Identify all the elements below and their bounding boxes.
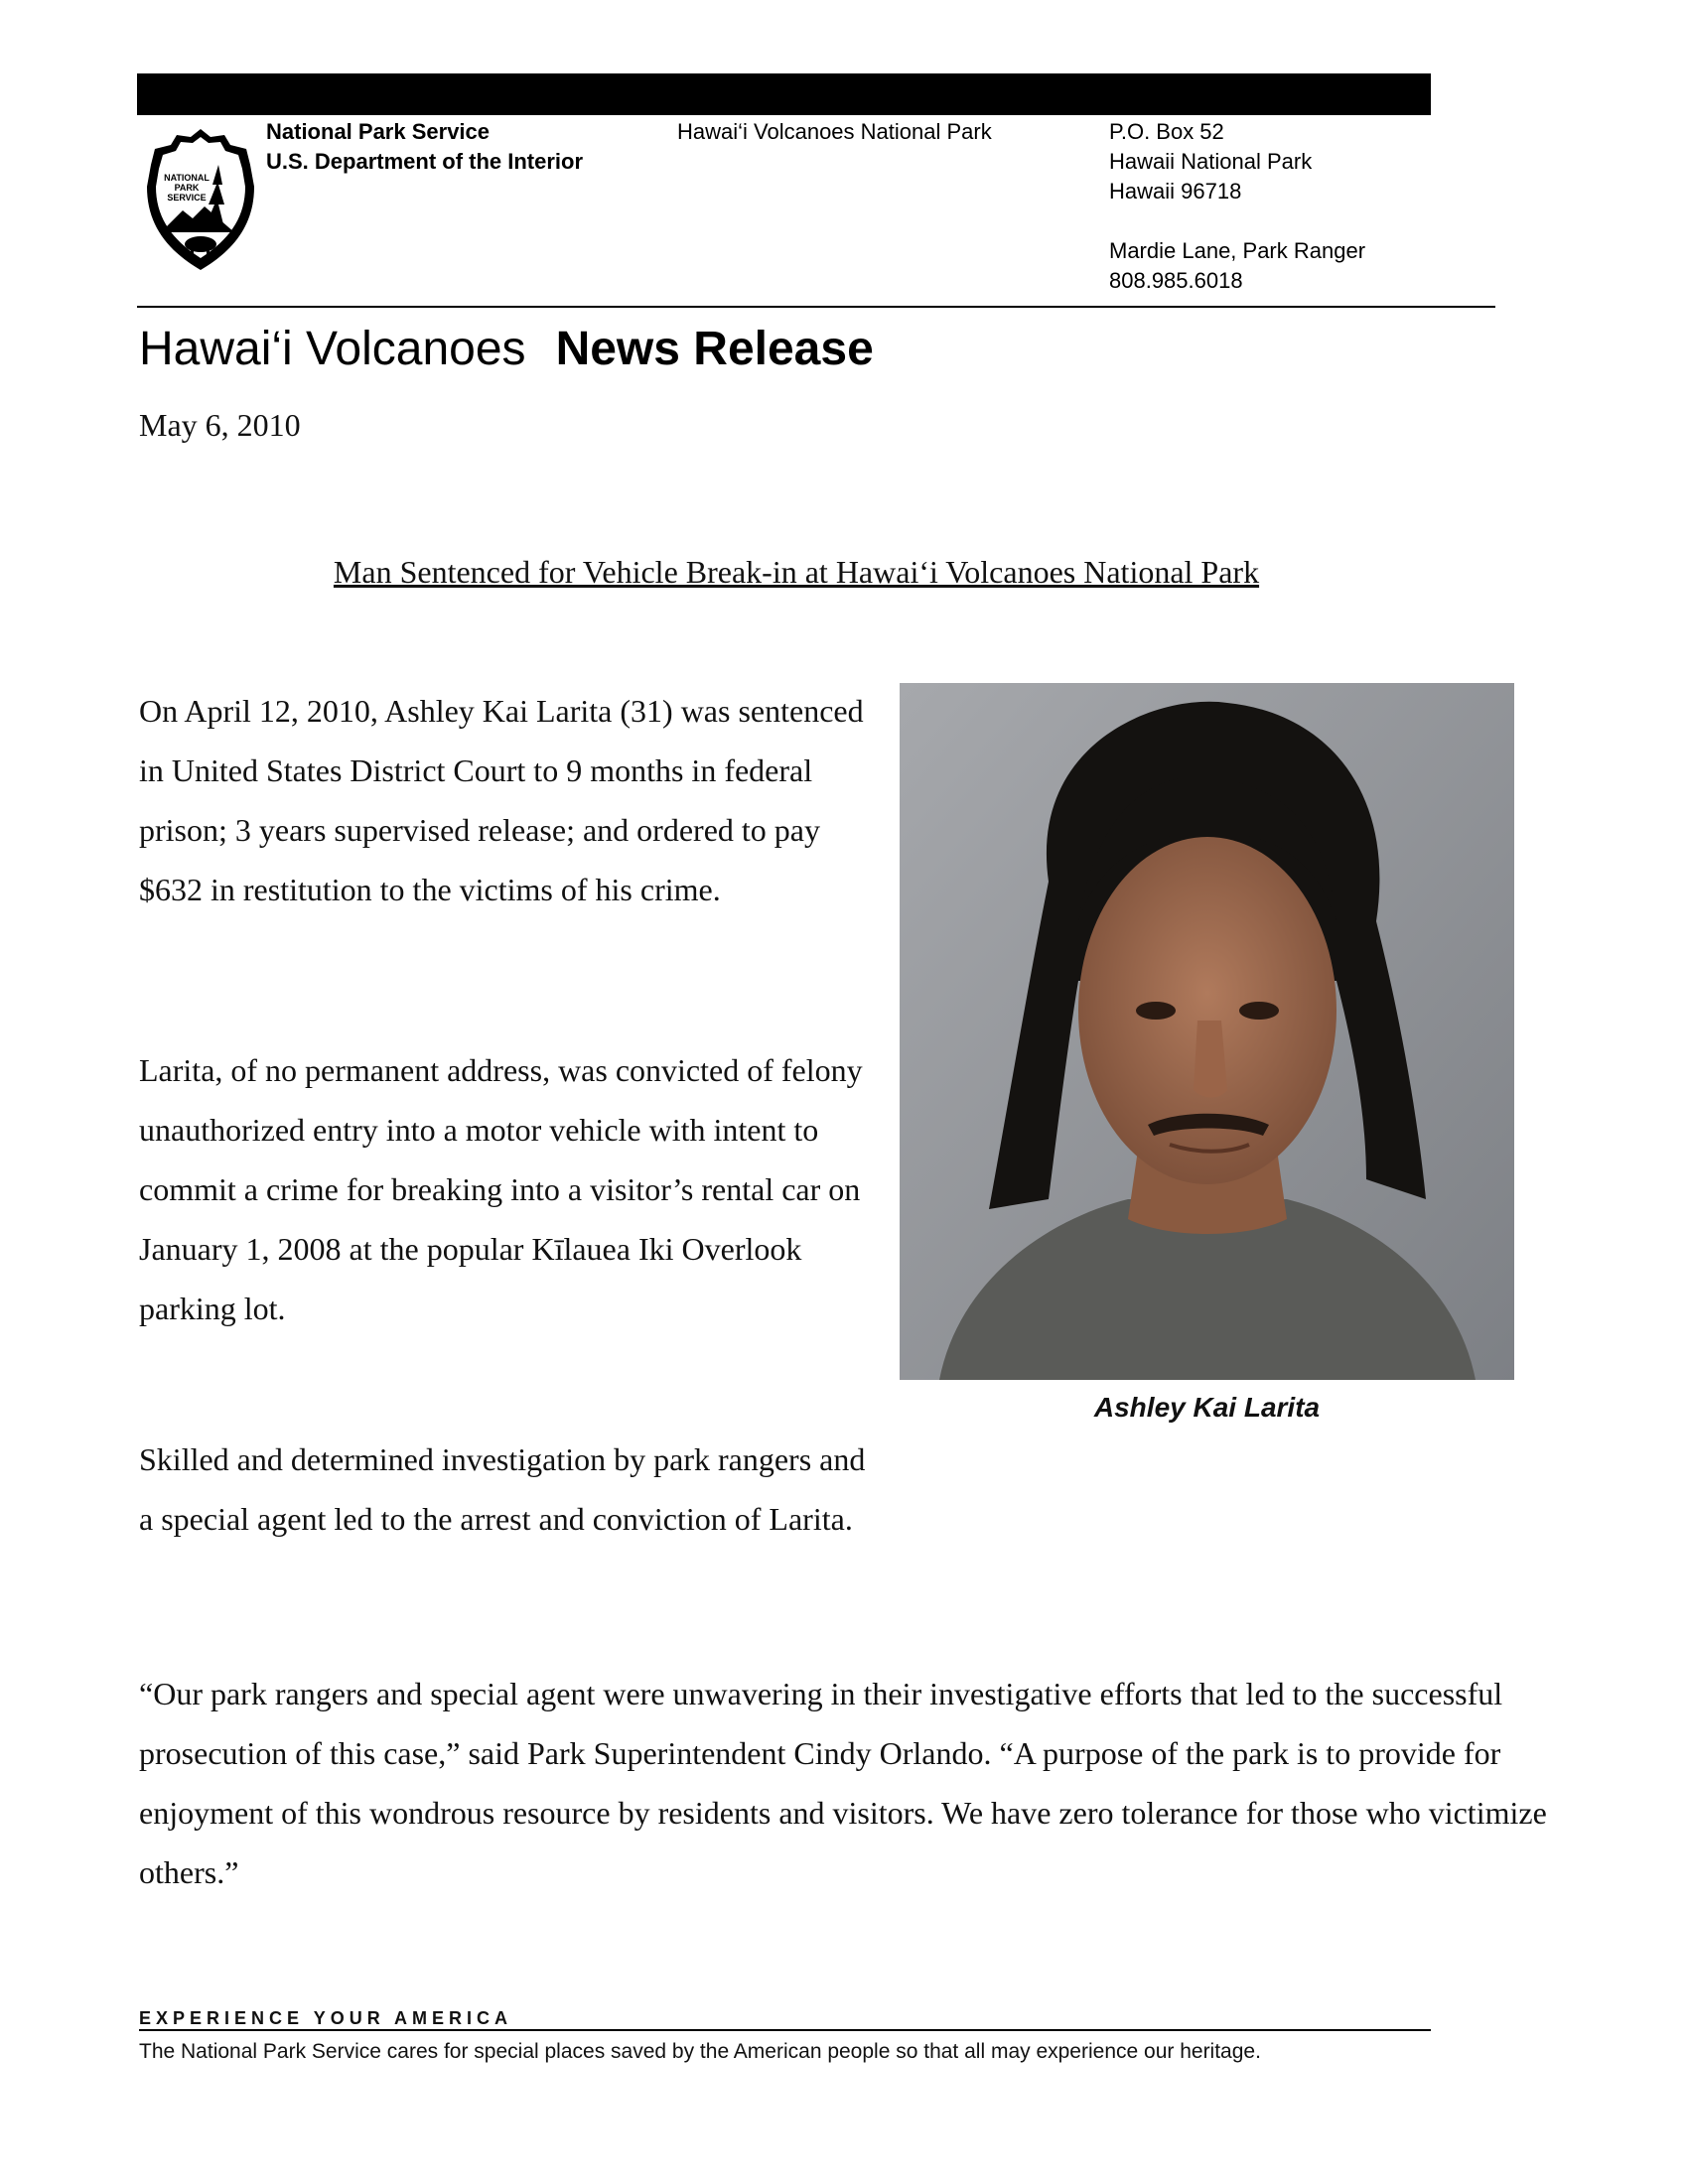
dept-name: U.S. Department of the Interior	[266, 149, 584, 174]
contact-block	[1109, 236, 1365, 296]
address-line: Hawaii 96718	[1109, 179, 1242, 204]
footer-text: The National Park Service cares for special places saved by the American people so that all may experience our heritage.	[139, 2040, 1261, 2063]
release-title	[139, 316, 874, 383]
footer-tagline: EXPERIENCE YOUR AMERICA	[139, 2008, 513, 2028]
header-black-bar	[137, 73, 1431, 115]
title-label: News Release	[555, 323, 874, 375]
org-name: National Park Service	[266, 119, 491, 144]
logo-text-line-2: PARK	[174, 183, 200, 193]
headline-text: Man Sentenced for Vehicle Break-in at Hawai‘i Volcanoes National Park	[333, 554, 1260, 590]
body-paragraph-2: Larita, of no permanent address, was convicted of felony unauthorized entry into a motor vehicle with intent to commit a crime for breaking into a visitor’s rental car on January 1, 2008 at the popular Kīlauea Iki Overlook parking lot.	[139, 1052, 863, 1326]
address-line: Hawaii National Park	[1109, 149, 1313, 174]
address-line: P.O. Box 52	[1109, 119, 1224, 144]
body-paragraph-3: Skilled and determined investigation by park rangers and a special agent led to the arrest and conviction of Larita.	[139, 1441, 866, 1537]
headline	[0, 548, 1688, 596]
release-date: May 6, 2010	[139, 407, 301, 443]
contact-name: Mardie Lane, Park Ranger	[1109, 238, 1366, 263]
header-divider	[137, 306, 1495, 308]
address-block	[1109, 117, 1312, 206]
nps-arrowhead-logo	[139, 125, 262, 274]
body-paragraph-1: On April 12, 2010, Ashley Kai Larita (31) was sentenced in United States District Court to 9 months in federal prison; 3 years supervised release; and ordered to pay $632 in restitution to the victims of his crime.	[139, 693, 864, 907]
photo-caption: Ashley Kai Larita	[1093, 1392, 1321, 1423]
contact-phone: 808.985.6018	[1109, 268, 1243, 293]
logo-text-line-1: NATIONAL	[164, 173, 210, 183]
suspect-photo	[900, 683, 1514, 1380]
title-park: Hawai‘i Volcanoes	[139, 323, 526, 375]
body-paragraph-4: “Our park rangers and special agent were unwavering in their investigative efforts that led to the successful prosecution of this case,” said Park Superintendent Cindy Orlando. “A purpose of the park is to provide for enjoyment of this wondrous resource by residents and visitors. We have zero tolerance for those who victimize others.”	[139, 1676, 1547, 1890]
footer-divider	[139, 2029, 1431, 2031]
park-name: Hawai‘i Volcanoes National Park	[677, 119, 992, 144]
logo-text-line-3: SERVICE	[167, 193, 207, 203]
header-agency-block	[266, 117, 583, 177]
